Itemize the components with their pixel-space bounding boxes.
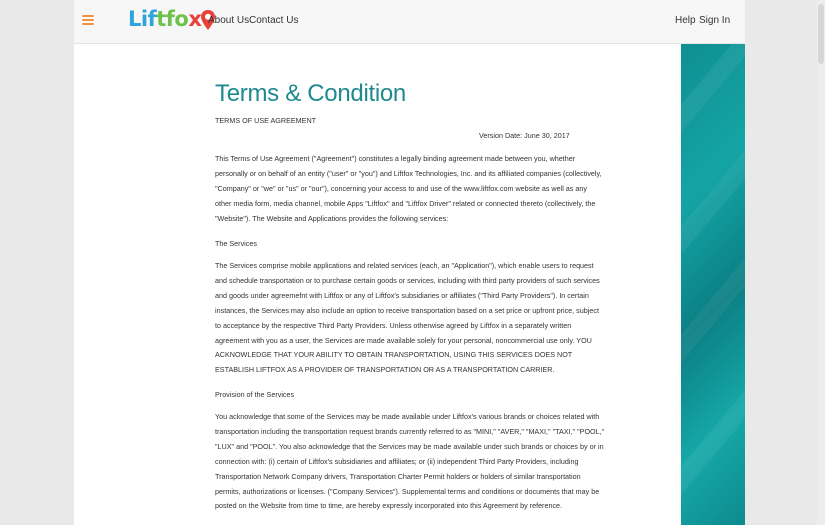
liftfox-logo[interactable]	[128, 7, 216, 33]
nav-sign-in[interactable]: Sign In	[699, 15, 731, 26]
nav-contact-us[interactable]: Contact Us	[249, 15, 299, 26]
services-heading: The Services	[215, 239, 257, 248]
services-paragraph: The Services comprise mobile applications and related services (each, an "Application"), which enable users to request and schedule transportation or to purchase certain goods or services, including with third party providers of such services and goods under agreemefnt with Liftfox or any of Liftfox's subsidiaries or affiliates ("Third Party Providers"). In certain instances, the Services may also include an option to receive transportation based on a set price or upfront price, subject to acceptance by the respective Third Party Providers. Unless otherwise agreed by Liftfox in a separately written agreement with you as a user, the Services are made available solely for your personal, noncommercial use only. YOU ACKNOWLEDGE THAT YOUR ABILITY TO OBTAIN TRANSPORTATION, USING THIS SERVICES DOES NOT ESTABLISH LIFTFOX AS A PROVIDER OF TRANSPORTATION OR AS A TRANSPORTATION CARRIER.	[215, 261, 600, 375]
agreement-subtitle: TERMS OF USE AGREEMENT	[215, 116, 317, 125]
scrollbar[interactable]	[817, 0, 825, 525]
scrollbar-thumb[interactable]	[818, 4, 824, 64]
page-title: Terms & Condition	[215, 80, 406, 107]
nav-about-us[interactable]: About Us	[208, 15, 250, 26]
decorative-side-panel	[681, 44, 745, 525]
provision-heading: Provision of the Services	[215, 390, 295, 399]
top-navbar	[74, 0, 745, 44]
provision-paragraph: You acknowledge that some of the Services may be made available under Liftfox's various brands or choices related with transportation including the transportation request brands currently referred to as "MINI," "AVER," "MAXI," "TAXI," "POOL," "LUX" and "POOL". You also acknowledge that the Services may be made available under such brands or choices by or in connection with: (i) certain of Liftfox's subsidiaries and affiliates; or (ii) independent Third Party Providers, including Transportation Network Company drivers, Transportation Charter Permit holders or holders of similar transportation permits, authorizations or licenses. ("Company Services"). Supplemental terms and conditions or documents that may be posted on the Website from time to time, are hereby expressly incorporated into this Agreement by reference.	[215, 412, 605, 511]
hamburger-menu-icon[interactable]	[82, 15, 94, 27]
version-date: Version Date: June 30, 2017	[479, 131, 570, 140]
logo-wordmark: Liftfox	[128, 7, 202, 31]
intro-paragraph: This Terms of Use Agreement ("Agreement") constitutes a legally binding agreement made between you, whether personally or on behalf of an entity ("user" or "you") and Liftfox Technologies, Inc. and its affiliated companies (collectively, "Company" or "we" or "us" or "our"), concerning your access to and use of the www.liftfox.com website as well as any other media form, media channel, mobile Apps "Liftfox" and "Liftfox Driver" related or connected thereto (collectively, the "Website"). The Website and Applications provides the following services:	[215, 154, 602, 223]
nav-help[interactable]: Help	[675, 15, 696, 26]
